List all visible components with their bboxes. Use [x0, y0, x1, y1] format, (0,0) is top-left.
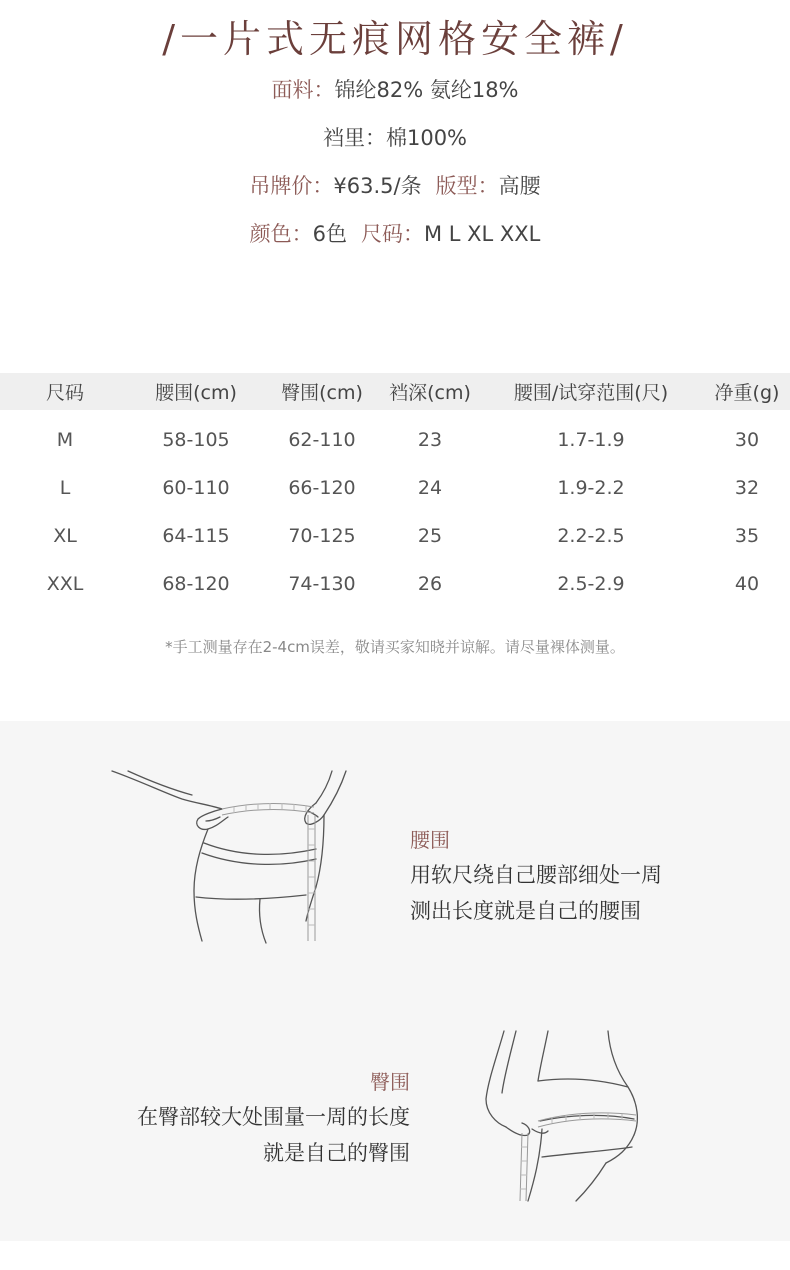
hip-measure-illustration	[478, 1029, 643, 1204]
spec-color-size	[0, 218, 790, 248]
measurement-guide	[0, 721, 790, 1241]
header-rise: 裆深(cm)	[382, 373, 478, 410]
cell-size: XL	[53, 525, 77, 547]
table-row	[0, 464, 790, 512]
color-label: 颜色：	[249, 222, 313, 246]
hip-guide-line: 在臀部较大处围量一周的长度	[137, 1105, 410, 1129]
table-row	[0, 410, 790, 464]
size-value: M L XL XXL	[423, 222, 541, 246]
cell-range: 2.2-2.5	[557, 525, 625, 547]
table-row	[0, 512, 790, 560]
spec-lining	[0, 122, 790, 152]
cell-rise: 25	[417, 525, 443, 547]
page-title: /一片式无痕网格安全裤/	[162, 17, 628, 61]
cell-range: 1.7-1.9	[557, 429, 625, 451]
cell-range: 2.5-2.9	[557, 573, 625, 595]
cell-hip: 66-120	[288, 477, 356, 499]
cell-weight: 30	[734, 429, 760, 451]
lining-label: 裆里：	[322, 126, 386, 150]
spec-price-fit	[0, 170, 790, 200]
cell-waist: 60-110	[162, 477, 230, 499]
price-value: ¥63.5/条	[333, 174, 422, 198]
color-value: 6色	[312, 222, 347, 246]
header-waist: 腰围(cm)	[130, 373, 262, 410]
cell-weight: 32	[734, 477, 760, 499]
fit-value: 高腰	[498, 174, 541, 198]
waist-guide-line: 用软尺绕自己腰部细处一周	[410, 863, 662, 887]
cell-size: L	[59, 477, 71, 499]
fabric-label: 面料：	[271, 78, 335, 102]
cell-rise: 23	[417, 429, 443, 451]
cell-waist: 64-115	[162, 525, 230, 547]
header-size: 尺码	[0, 373, 130, 410]
cell-hip: 70-125	[288, 525, 356, 547]
header-range: 腰围/试穿范围(尺)	[478, 373, 704, 410]
cell-waist: 68-120	[162, 573, 230, 595]
hip-guide-line: 就是自己的臀围	[263, 1141, 410, 1165]
fit-label: 版型：	[435, 174, 499, 198]
price-label: 吊牌价：	[249, 174, 334, 198]
waist-guide-line: 测出长度就是自己的腰围	[410, 899, 641, 923]
cell-size: XXL	[46, 573, 84, 595]
size-table	[0, 373, 790, 608]
cell-size: M	[56, 429, 74, 451]
measurement-note: *手工测量存在2-4cm误差，敬请买家知晓并谅解。请尽量裸体测量。	[165, 638, 625, 656]
spec-fabric	[0, 74, 790, 104]
cell-waist: 58-105	[162, 429, 230, 451]
size-label: 尺码：	[360, 222, 424, 246]
cell-hip: 74-130	[288, 573, 356, 595]
cell-weight: 35	[734, 525, 760, 547]
table-row	[0, 560, 790, 608]
header-hip: 臀围(cm)	[262, 373, 382, 410]
cell-range: 1.9-2.2	[557, 477, 625, 499]
hip-guide-title: 臀围	[370, 1070, 410, 1094]
header-weight: 净重(g)	[704, 373, 790, 410]
cell-rise: 26	[417, 573, 443, 595]
cell-hip: 62-110	[288, 429, 356, 451]
table-header-row	[0, 373, 790, 410]
cell-weight: 40	[734, 573, 760, 595]
lining-value: 棉100%	[385, 126, 468, 150]
fabric-value: 锦纶82% 氨纶18%	[334, 78, 519, 102]
waist-guide-title: 腰围	[410, 828, 450, 852]
cell-rise: 24	[417, 477, 443, 499]
waist-measure-illustration	[110, 769, 355, 944]
